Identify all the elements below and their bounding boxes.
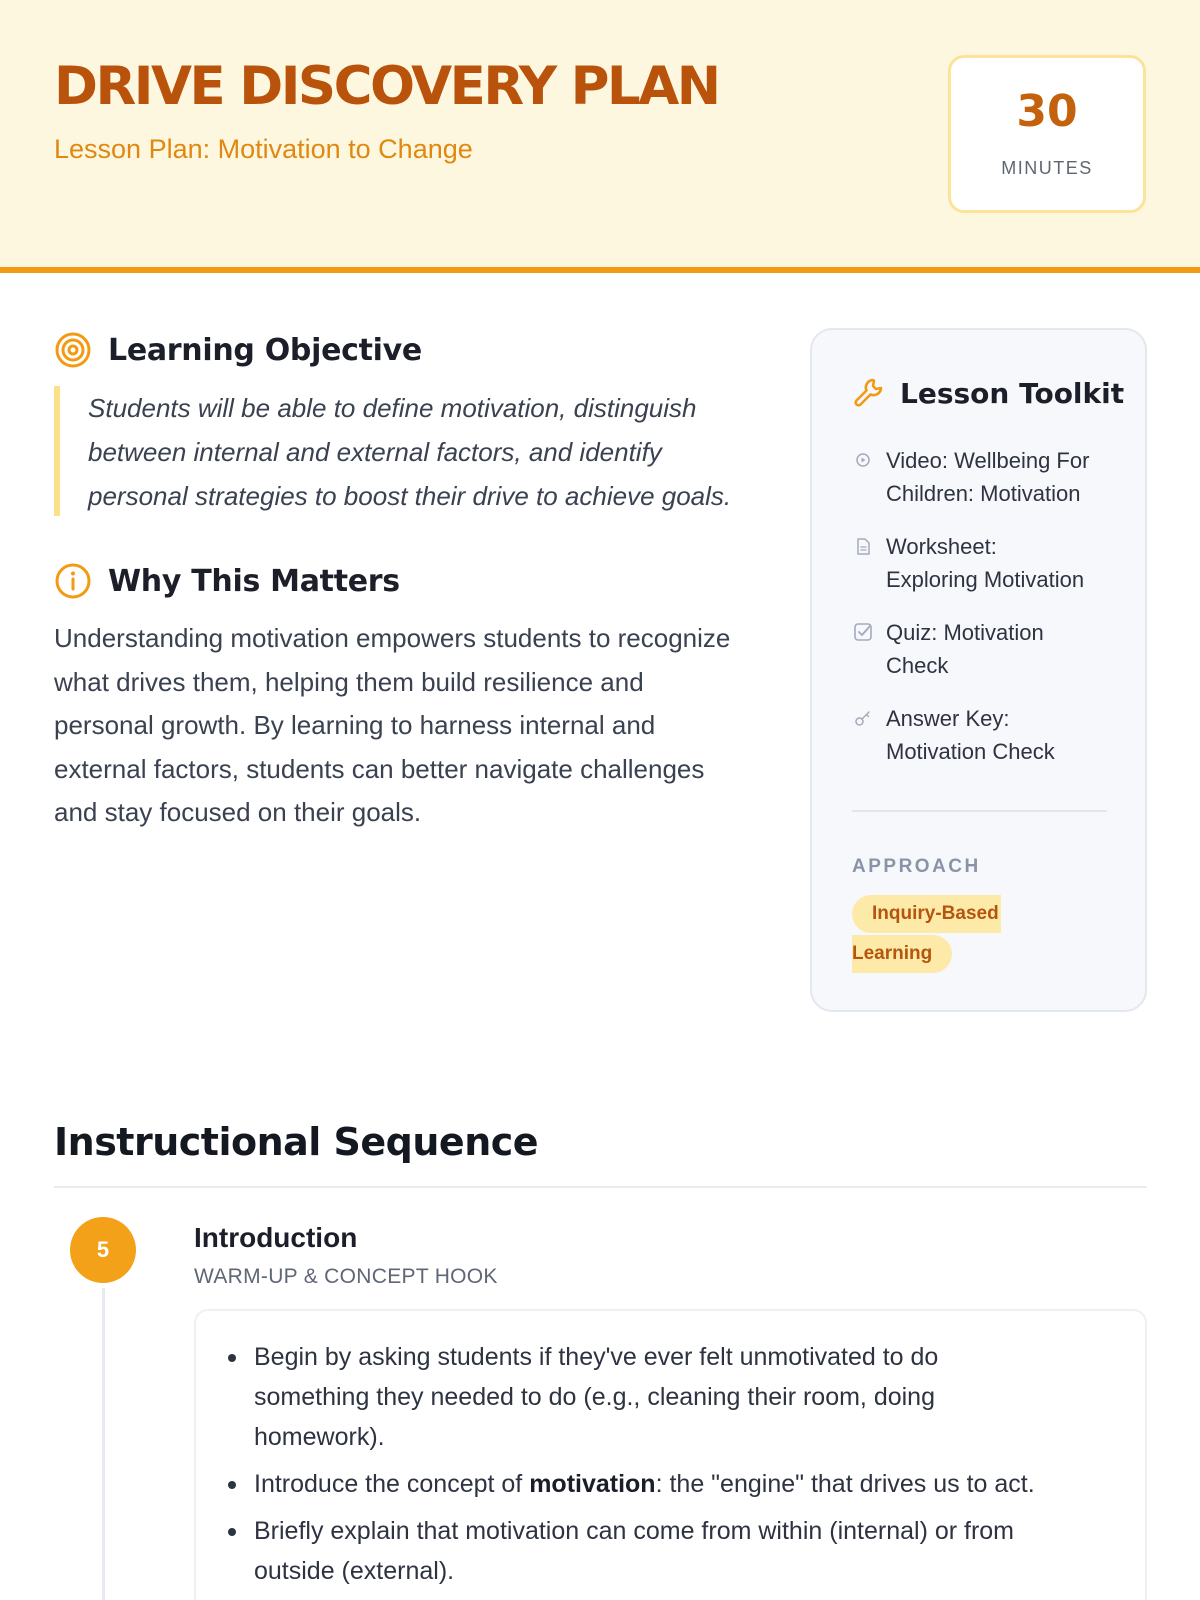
bullet-dot	[228, 1528, 236, 1536]
list-item	[254, 1337, 938, 1457]
toolkit-item-label: Answer Key:	[886, 706, 1010, 731]
matters-line: and stay focused on their goals.	[54, 797, 422, 827]
toolkit-heading	[852, 376, 1124, 410]
duration-value: 30	[1016, 86, 1078, 137]
learning-objective-text	[54, 386, 774, 516]
learning-objective-heading	[54, 331, 422, 369]
approach-tag: Learning	[852, 935, 952, 973]
learning-objective-title: Learning Objective	[108, 332, 422, 368]
toolkit-item-video[interactable]	[852, 444, 1089, 510]
objective-line: Students will be able to define motivation, distinguish	[88, 393, 697, 423]
lesson-toolkit-panel	[810, 328, 1147, 1012]
bullet-dot	[228, 1354, 236, 1362]
toolkit-divider	[852, 810, 1107, 812]
bullet-bold-term: motivation	[529, 1470, 656, 1498]
document-icon	[852, 535, 874, 557]
toolkit-item-label: Exploring Motivation	[886, 567, 1085, 592]
approach-label: APPROACH	[852, 856, 981, 877]
instructional-sequence-title: Instructional Sequence	[54, 1120, 539, 1164]
list-item	[254, 1464, 1035, 1504]
step-minutes-badge: 5	[70, 1217, 136, 1283]
target-icon	[54, 331, 92, 369]
duration-card	[948, 55, 1146, 213]
matters-line: external factors, students can better navigate challenges	[54, 753, 705, 784]
toolkit-item-label: Worksheet:	[886, 534, 997, 559]
key-icon	[852, 707, 874, 729]
toolkit-item-label: Motivation Check	[886, 739, 1055, 764]
page-title: DRIVE DISCOVERY PLAN	[54, 56, 719, 117]
timeline-connector	[102, 1280, 105, 1600]
approach-tag: Inquiry-Based	[852, 895, 1001, 933]
step-subtitle: WARM-UP & CONCEPT HOOK	[194, 1265, 498, 1288]
page-subtitle: Lesson Plan: Motivation to Change	[54, 134, 473, 164]
section-divider	[54, 1186, 1147, 1188]
matters-line: what drives them, helping them build resilience and	[54, 666, 644, 697]
why-this-matters-text	[54, 617, 784, 835]
checkbox-icon	[852, 621, 874, 643]
bullet-line: homework).	[254, 1423, 385, 1451]
toolkit-item-answer-key[interactable]	[852, 702, 1055, 768]
why-this-matters-title: Why This Matters	[108, 563, 400, 599]
objective-line: between internal and external factors, and identify	[88, 437, 662, 467]
bullet-line: something they needed to do (e.g., cleaning their room, doing	[254, 1383, 935, 1411]
bullet-line: outside (external).	[254, 1557, 455, 1585]
toolkit-item-label: Quiz: Motivation	[886, 620, 1044, 645]
matters-line: personal growth. By learning to harness internal and	[54, 710, 656, 740]
toolkit-item-label: Children: Motivation	[886, 481, 1081, 506]
toolkit-title: Lesson Toolkit	[900, 376, 1125, 410]
wrench-icon	[852, 376, 886, 410]
lesson-header	[0, 0, 1200, 273]
duration-label: MINUTES	[1001, 158, 1093, 178]
bullet-dot	[228, 1481, 236, 1489]
objective-line: personal strategies to boost their drive to achieve goals.	[88, 481, 732, 511]
bullet-line	[254, 1464, 1035, 1504]
play-icon	[852, 449, 874, 471]
step-title: Introduction	[194, 1222, 358, 1253]
info-icon	[54, 562, 92, 600]
toolkit-item-worksheet[interactable]	[852, 530, 1084, 596]
bullet-text: Introduce the concept of	[254, 1470, 530, 1498]
toolkit-item-quiz[interactable]	[852, 616, 1044, 682]
matters-line: Understanding motivation empowers students to recognize	[54, 623, 731, 653]
why-this-matters-heading	[54, 562, 400, 600]
toolkit-item-label: Check	[886, 653, 949, 678]
bullet-text: : the "engine" that drives us to act.	[655, 1470, 1035, 1498]
bullet-line: Begin by asking students if they've ever felt unmotivated to do	[254, 1343, 939, 1371]
list-item	[254, 1511, 1014, 1591]
toolkit-item-label: Video: Wellbeing For	[886, 448, 1090, 473]
bullet-line: Briefly explain that motivation can come from within (internal) or from	[254, 1517, 1015, 1545]
